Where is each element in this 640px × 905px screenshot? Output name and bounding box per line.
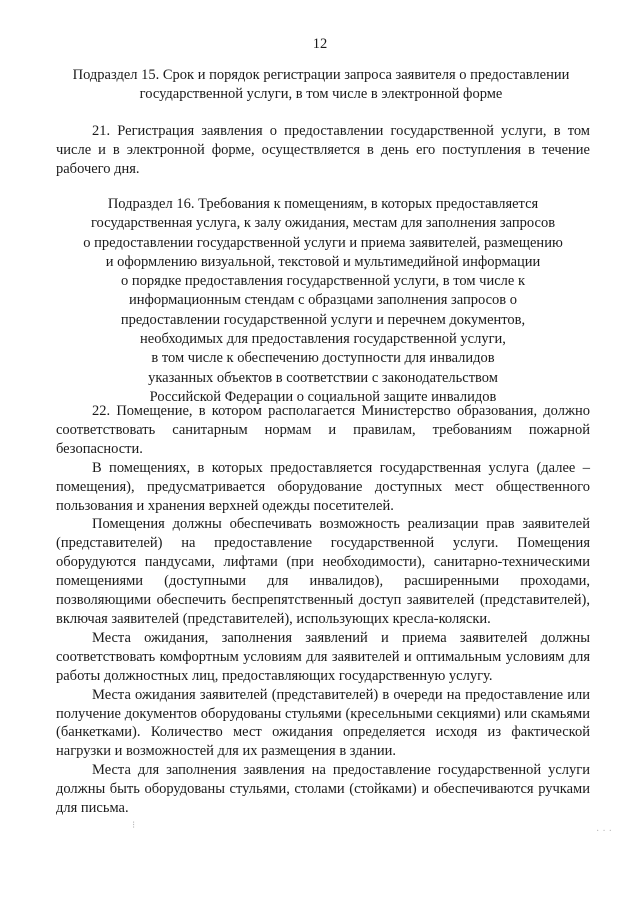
subsection-16-heading <box>56 195 590 407</box>
scan-artifact: ⁝ <box>132 820 136 831</box>
heading-line: о предоставлении государственной услуги и приема заявителей, размещению <box>83 234 563 251</box>
heading-line: указанных объектов в соответствии с законодательством <box>148 369 498 386</box>
heading-line: необходимых для предоставления государственной услуги, <box>140 331 506 348</box>
paragraph: Места ожидания заявителей (представителей) в очереди на предоставление или получение документов оборудованы стульями (кресельными секциями) или скамьями (банкетками). Количество мест ожидания определяется исходя из фактической нагрузки и возможностей для их размещения в здании. <box>56 686 590 760</box>
heading-line: информационным стендам с образцами заполнения запросов о <box>128 292 518 309</box>
heading-line: государственная услуга, к залу ожидания, местам для заполнения запросов <box>90 215 556 232</box>
clause-21 <box>56 122 590 179</box>
paragraph: Места ожидания, заполнения заявлений и приема заявителей должны соответствовать комфортным условиям для заявителей и оптимальным условиям для работы должностных лиц, предоставляющих государственную услугу. <box>56 629 590 684</box>
subsection-15-heading <box>56 66 586 104</box>
heading-line: Подраздел 15. Срок и порядок регистрации запроса заявителя о предоставлении <box>72 67 570 83</box>
heading-line: государственной услуги, в том числе в электронной форме <box>139 86 503 102</box>
heading-line: о порядке предоставления государственной услуги, в том числе к <box>120 273 525 290</box>
scan-artifact: ··· <box>596 826 615 837</box>
paragraph: Места для заполнения заявления на предоставление государственной услуги должны быть оборудованы стульями, столами (стойками) и обеспечиваются ручками для письма. <box>56 762 590 817</box>
heading-line: Российской Федерации о социальной защите инвалидов <box>149 388 497 405</box>
heading-line: в том числе к обеспечению доступности для инвалидов <box>151 350 495 367</box>
clause-21-text: 21. Регистрация заявления о предоставлении государственной услуги, в том числе и в электронной форме, осуществляется в день его поступления в течение рабочего дня. <box>56 123 590 177</box>
heading-line: предоставлении государственной услуги и перечнем документов, <box>120 311 526 328</box>
paragraph: 22. Помещение, в котором располагается Министерство образования, должно соответствовать санитарным нормам и правилам, требованиям пожарной безопасности. <box>56 403 590 457</box>
paragraph: В помещениях, в которых предоставляется государственная услуга (далее – помещения), предусматривается оборудование доступных мест общественного пользования и хранения верхней одежды посетителей. <box>56 459 590 514</box>
body-text <box>56 402 590 818</box>
heading-line: и оформлению визуальной, текстовой и мультимедийной информации <box>105 253 541 270</box>
heading-line: Подраздел 16. Требования к помещениям, в которых предоставляется <box>107 196 539 212</box>
paragraph: Помещения должны обеспечивать возможность реализации прав заявителей (представителей) на предоставление государственной услуги. Помещения оборудуются пандусами, лифтами (при необходимости), санитарно-техническими помещениями (доступными для инвалидов), расширенными проходами, позволяющими обеспечить беспрепятственный доступ заявителей (представителей), включая заявителей (представителей), использующих кресла-коляски. <box>56 516 590 627</box>
page-number: 12 <box>312 36 328 52</box>
